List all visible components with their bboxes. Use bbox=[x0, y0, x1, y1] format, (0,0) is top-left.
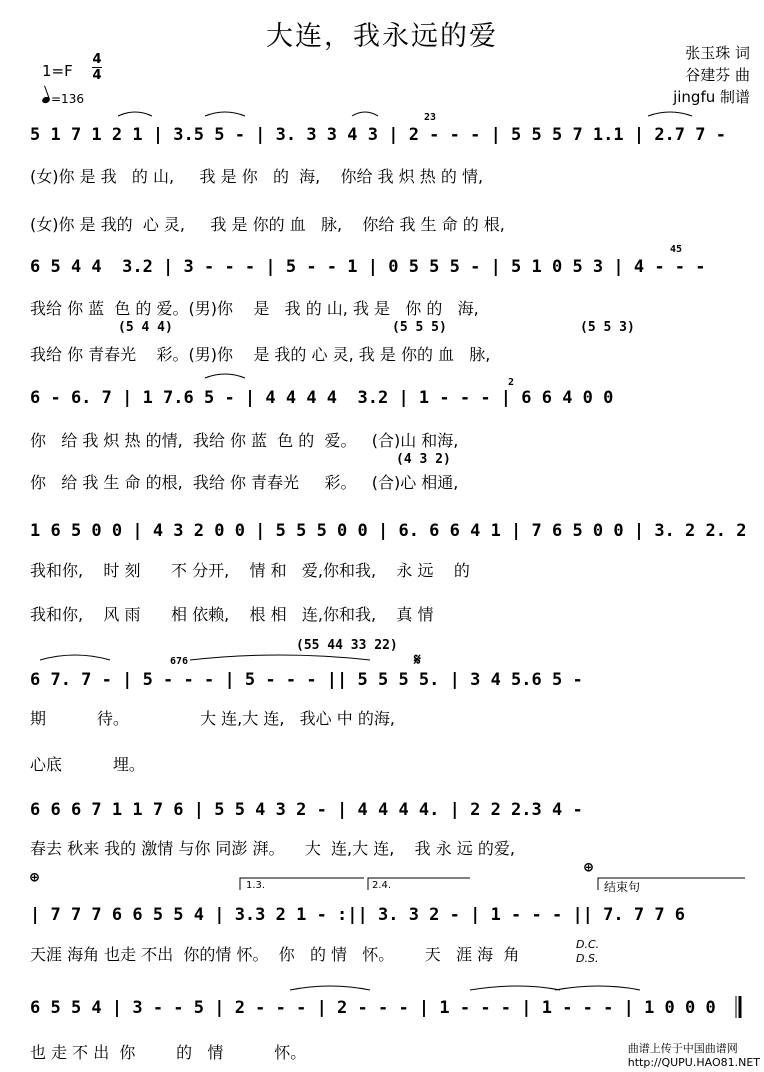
tempo-value: =136 bbox=[51, 92, 84, 106]
composer-credit: 谷建芬 曲 bbox=[685, 66, 750, 84]
lyric-1b: (女)你 是 我的 心 灵, 我 是 你的 血 脉, 你给 我 生 命 的 根, bbox=[30, 215, 505, 234]
dal-segno-mark: D.S. bbox=[576, 952, 599, 965]
annotation-2a: (5 4 4) bbox=[118, 320, 173, 335]
lyric-4b: 我和你, 风 雨 相 依赖, 根 相 连,你和我, 真 情 bbox=[30, 605, 434, 624]
volta-bracket-2 bbox=[368, 878, 470, 890]
volta-bracket-1 bbox=[240, 878, 364, 890]
lyric-1a: (女)你 是 我 的 山, 我 是 你 的 海, 你给 我 炽 热 的 情, bbox=[30, 167, 484, 186]
volta-1: 1.3. bbox=[246, 880, 266, 891]
song-title: 大连，我永远的爱 bbox=[266, 21, 498, 52]
grace-notes-3: 2 bbox=[508, 377, 515, 388]
slur-1 bbox=[118, 112, 152, 116]
lyric-5b: 心底 埋。 bbox=[30, 755, 145, 774]
lyric-3b: 你 给 我 生 命 的根, 我给 你 青春光 彩。 (合)心 相通, bbox=[30, 473, 459, 492]
key-signature: 1=F bbox=[42, 62, 73, 80]
slur-7 bbox=[190, 655, 370, 660]
notation-line-2: 6 5 4 4 3.2 | 3 - - - | 5 - - 1 | 0 5 5 5 - | 5 1 0 5 3 | 4 - - - bbox=[30, 257, 706, 277]
annotation-3a: (4 3 2) bbox=[396, 452, 451, 467]
slur-3 bbox=[352, 112, 378, 116]
notation-line-3: 6 - 6. 7 | 1 7.6 5 - | 4 4 4 4 3.2 | 1 - - - | 6 6 4 0 0 bbox=[30, 388, 614, 408]
annotation-2b: (5 5 5) bbox=[392, 320, 447, 335]
lyric-5a: 期 待。 大 连,大 连, 我心 中 的海, bbox=[30, 709, 395, 728]
slur-8 bbox=[290, 986, 370, 990]
annotation-5a: (55 44 33 22) bbox=[296, 638, 398, 653]
notation-line-4: 1 6 5 0 0 | 4 3 2 0 0 | 5 5 5 0 0 | 6. 6 6 4 1 | 7 6 5 0 0 | 3. 2 2. 2 bbox=[30, 521, 747, 541]
lyric-6a: 春去 秋来 我的 激情 与你 同澎 湃。 大 连,大 连, 我 永 远 的爱, bbox=[30, 839, 515, 858]
lyric-2a: 我给 你 蓝 色 的 爱。(男)你 是 我 的 山, 我 是 你 的 海, bbox=[30, 299, 479, 318]
volta-2: 2.4. bbox=[372, 880, 392, 891]
coda-section-label: 结束句 bbox=[604, 880, 641, 894]
site-watermark: 曲谱上传于中国曲谱网 http://QUPU.HAO81.NET bbox=[627, 1042, 760, 1069]
meter-top: 4 bbox=[92, 52, 102, 67]
grace-notes-2: 45 bbox=[670, 244, 683, 255]
lyric-2b: 我给 你 青春光 彩。(男)你 是 我的 心 灵, 我 是 你的 血 脉, bbox=[30, 345, 491, 364]
grace-notes-5: 676 bbox=[170, 656, 189, 667]
lyric-8a: 也 走 不 出 你 的 情 怀。 bbox=[30, 1043, 307, 1062]
segno-icon: 𝄋 bbox=[414, 650, 421, 669]
notation-line-7: | 7 7 7 6 6 5 5 4 | 3.3 2 1 - :|| 3. 3 2 - | 1 - - - || 7. 7 7 6 bbox=[30, 905, 686, 925]
lyric-7a: 天涯 海角 也走 不出 你的情 怀。 你 的 情 怀。 天 涯 海 角 bbox=[30, 945, 520, 964]
notation-line-1: 5 1 7 1 2 1 | 3.5 5 - | 3. 3 3 4 3 | 2 - - - | 5 5 5 7 1.1 | 2.7 7 - bbox=[30, 125, 726, 145]
meter-bottom: 4 bbox=[92, 68, 102, 83]
coda-icon-2: ⊕ bbox=[584, 858, 594, 876]
lyricist-credit: 张玉珠 词 bbox=[685, 44, 750, 62]
slur-5 bbox=[205, 374, 245, 378]
coda-bracket bbox=[598, 878, 745, 890]
slur-6 bbox=[40, 655, 110, 660]
lyric-4a: 我和你, 时 刻 不 分开, 情 和 爱,你和我, 永 远 的 bbox=[30, 561, 470, 580]
slur-10 bbox=[555, 986, 640, 990]
slur-9 bbox=[470, 986, 560, 990]
slur-2 bbox=[205, 112, 245, 116]
engraver-credit: jingfu 制谱 bbox=[673, 88, 750, 106]
coda-icon: ⊕ bbox=[30, 868, 40, 886]
da-capo-mark: D.C. bbox=[576, 938, 600, 951]
annotation-2c: (5 5 3) bbox=[580, 320, 635, 335]
notation-line-5: 6 7. 7 - | 5 - - - | 5 - - - || 5 5 5 5. | 3 4 5.6 5 - bbox=[30, 670, 583, 690]
slur-4 bbox=[648, 112, 692, 116]
grace-notes-1: 23 bbox=[424, 112, 437, 123]
notation-line-6: 6 6 6 7 1 1 7 6 | 5 5 4 3 2 - | 4 4 4 4. | 2 2 2.3 4 - bbox=[30, 800, 583, 820]
lyric-3a: 你 给 我 炽 热 的情, 我给 你 蓝 色 的 爱。 (合)山 和海, bbox=[30, 431, 459, 450]
notation-line-8: 6 5 5 4 | 3 - - 5 | 2 - - - | 2 - - - | 1 - - - | 1 - - - | 1 0 0 0 bbox=[30, 998, 716, 1018]
